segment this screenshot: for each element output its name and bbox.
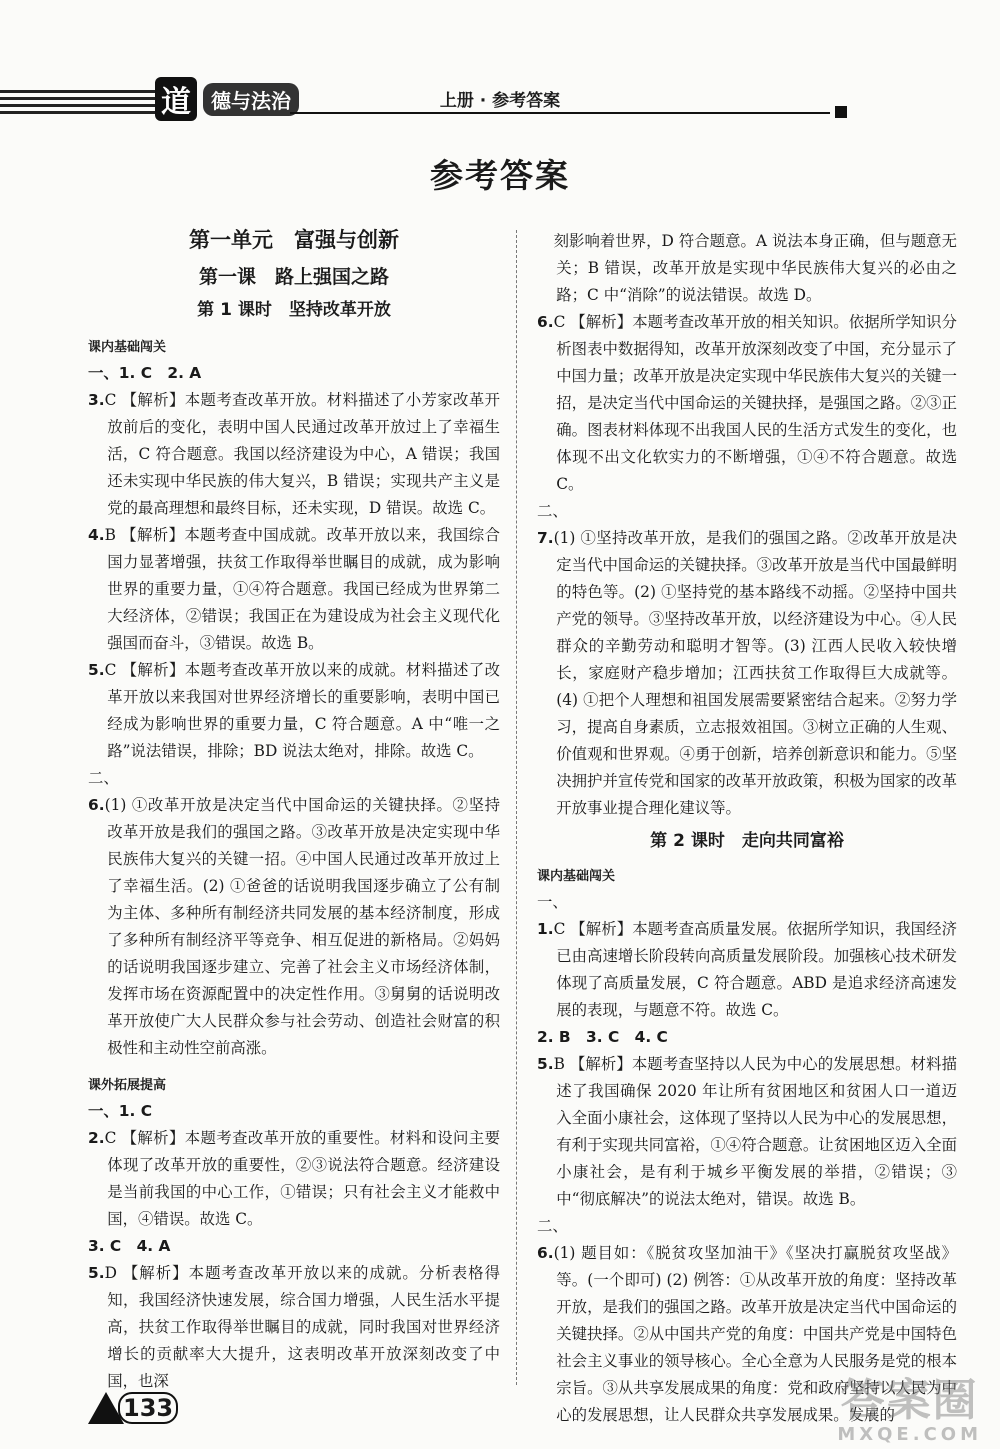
period-title: 第 1 课时 坚持改革开放 (197, 300, 391, 320)
page-number: 133 (118, 1392, 178, 1424)
answer-text: B 【解析】本题考查坚持以人民为中心的发展思想。材料描述了我国确保 2020 年让所有贫困地区和贫困人口一道迈入全面小康社会，这体现了坚持以人民为中心的发展思想，有利于实现共同富裕，①④符合题意。让贫困地区迈入全面小康社会，是有利于城乡平衡发展的举措，②错误；③中“彻底解决”的说法太绝对，错误。故选 B。 (553, 1055, 957, 1208)
answer-item (537, 1051, 957, 1213)
answer-item (88, 1260, 500, 1395)
answer-number: 2. (88, 1129, 105, 1147)
period-title: 第 2 课时 走向共同富裕 (650, 831, 844, 851)
unit-title: 第一单元 富强与创新 (189, 228, 399, 252)
section-heading: 课内基础闯关 (88, 340, 167, 355)
answer-number: 5. (88, 661, 105, 679)
answer-line: 二、 (537, 1217, 568, 1235)
page-title: 参考答案 (430, 156, 570, 195)
column-divider (516, 230, 517, 1385)
lesson-title: 第一课 路上强国之路 (198, 266, 389, 288)
answer-text: C 【解析】本题考查改革开放以来的成就。材料描述了改革开放以来我国对世界经济增长的重要影响，表明中国已经成为影响世界的重要力量，C 符合题意。A 中“唯一之路”说法错误，排除；BD 说法太绝对，排除。故选 C。 (104, 661, 500, 760)
answer-number: 5. (537, 1055, 554, 1073)
answer-text: D 【解析】本题考查改革开放以来的成就。分析表格得知，我国经济快速发展，综合国力增强，人民生活水平提高，扶贫工作取得举世瞩目的成就，同时我国对世界经济增长的贡献率大大提升，这表明改革开放深刻改变了中国，也深 (104, 1264, 500, 1390)
page-header (0, 70, 1000, 130)
answer-text: C 【解析】本题考查改革开放。材料描述了小芳家改革开放前后的变化，表明中国人民通过改革开放过上了幸福生活，C 符合题意。我国以经济建设为中心，A 错误；我国还未实现中华民族的伟大复兴，B 错误；实现共产主义是党的最高理想和最终目标，还未实现，D 错误。故选 C。 (104, 391, 500, 517)
answer-number: 5. (88, 1264, 105, 1282)
answer-item (537, 916, 957, 1024)
answer-line: 二、 (88, 769, 119, 787)
section-heading: 课外拓展提高 (88, 1078, 167, 1093)
answer-text: (1) ①改革开放是决定当代中国命运的关键抉择。②坚持改革开放是我们的强国之路。③改革开放是决定实现中华民族伟大复兴的关键一招。④中国人民通过改革开放过上了幸福生活。(2) ①爸爸的话说明我国逐步确立了公有制为主体、多种所有制经济共同发展的基本经济制度，形成了多种所有制经济平等竞争、相互促进的新格局。②妈妈的话说明我国逐步建立、完善了社会主义市场经济体制，发挥市场在资源配置中的决定性作用。③舅舅的话说明改革开放使广大人民群众参与社会劳动、创造社会财富的积极性和主动性空前高涨。 (104, 796, 500, 1057)
answer-number: 4. (88, 526, 105, 544)
page-footer (88, 1385, 178, 1430)
header-rule (290, 112, 830, 114)
logo-main-char: 道 (155, 77, 197, 121)
answer-number: 3. (88, 391, 105, 409)
answer-line: 一、 (537, 893, 568, 911)
left-column (88, 225, 500, 1395)
watermark-url: MXQE.COM (837, 1424, 982, 1445)
watermark (837, 1375, 982, 1445)
answer-item (88, 1125, 500, 1233)
section-heading: 课内基础闯关 (537, 869, 616, 884)
answer-continuation (537, 228, 957, 309)
answer-line: 一、1. C (88, 1102, 152, 1120)
right-column (537, 228, 957, 1429)
answer-number: 6. (537, 313, 554, 331)
answer-text: C 【解析】本题考查改革开放的重要性。材料和设问主要体现了改革开放的重要性，②③说法符合题意。经济建设是当前我国的中心工作，①错误；只有社会主义才能救中国，④错误。故选 C。 (104, 1129, 500, 1228)
answer-line: 3. C 4. A (88, 1237, 171, 1255)
answer-item (88, 657, 500, 765)
answer-line: 2. B 3. C 4. C (537, 1028, 668, 1046)
answer-line: 二、 (537, 502, 568, 520)
answer-number: 1. (537, 920, 554, 938)
logo-sub-text: 德与法治 (203, 83, 299, 116)
answer-number: 6. (537, 1244, 554, 1262)
answer-text: B 【解析】本题考查中国成就。改革开放以来，我国综合国力显著增强，扶贫工作取得举世瞩目的成就，成为影响世界的重要力量，①④符合题意。我国已经成为世界第二大经济体，②错误；我国正在为建设成为社会主义现代化强国而奋斗，③错误。故选 B。 (104, 526, 500, 652)
answer-text: C 【解析】本题考查高质量发展。依据所学知识，我国经济已由高速增长阶段转向高质量发展阶段。加强核心技术研发体现了高质量发展，C 符合题意。ABD 是追求经济高速发展的表现，与题意不符。故选 C。 (553, 920, 957, 1019)
header-title: 上册 · 参考答案 (439, 91, 561, 111)
header-square-mark (835, 106, 847, 118)
answer-text: C 【解析】本题考查改革开放的相关知识。依据所学知识分析图表中数据得知，改革开放深刻改变了中国，充分显示了中国力量；改革开放是决定实现中华民族伟大复兴的关键一招，是决定当代中国命运的关键抉择，是强国之路。②③正确。图表材料体现不出我国人民的生活方式发生的变化，也体现不出文化软实力的不断增强，①④不符合题意。故选 C。 (553, 313, 957, 493)
answer-text: 刻影响着世界，D 符合题意。A 说法本身正确，但与题意无关；B 错误，改革开放是实现中华民族伟大复兴的必由之路；C 中“消除”的说法错误。故选 D。 (553, 232, 957, 304)
answer-number: 6. (88, 796, 105, 814)
watermark-logo-text: 答案圈 (840, 1375, 979, 1426)
answer-line: 一、1. C 2. A (88, 364, 202, 382)
answer-item (88, 522, 500, 657)
answer-text: (1) ①坚持改革开放，是我们的强国之路。②改革开放是决定当代中国命运的关键抉择。③改革开放是当代中国最鲜明的特色等。(2) ①坚持党的基本路线不动摇。②坚持中国共产党的领导。③坚持改革开放，以经济建设为中心。④人民群众的辛勤劳动和聪明才智等。(3) 江西人民收入较快增长，家庭财产稳步增加；江西扶贫工作取得巨大成就等。(4) ①把个人理想和祖国发展需要紧密结合起来。②努力学习，提高自身素质，立志报效祖国。③树立正确的人生观、价值观和世界观。④勇于创新，培养创新意识和能力。⑤坚决拥护并宣传党和国家的改革开放政策，积极为国家的改革开放事业提合理化建议等。 (553, 529, 957, 817)
answer-text: (1) 题目如：《脱贫攻坚加油干》《坚决打赢脱贫攻坚战》等。(一个即可) (2) 例答：①从改革开放的角度：坚持改革开放，是我们的强国之路。改革开放是决定当代中国命运的关键抉择。②从中国共产党的角度：中国共产党是中国特色社会主义事业的领导核心。全心全意为人民服务是党的根本宗旨。③从共享发展成果的角度：党和政府坚持以人民为中心的发展思想，让人民群众共享发展成果。发展的 (553, 1244, 957, 1424)
answer-item (88, 792, 500, 1062)
answer-item (88, 387, 500, 522)
answer-item (537, 525, 957, 822)
answer-item (537, 309, 957, 498)
answer-number: 7. (537, 529, 554, 547)
